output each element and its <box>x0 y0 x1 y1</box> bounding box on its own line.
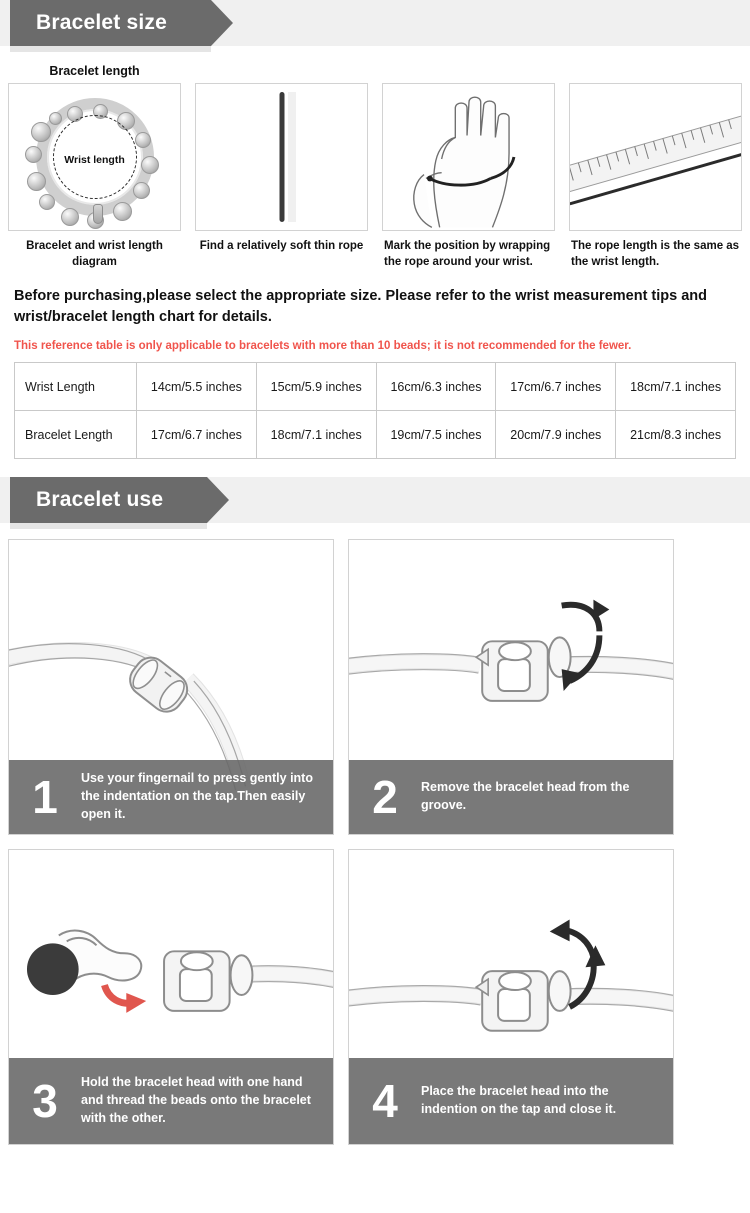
use-step-3-text: Hold the bracelet head with one hand and thread the beads onto the bracelet with the other. <box>81 1075 311 1125</box>
size-step-3-top-title <box>382 64 555 79</box>
use-step-1-number: 1 <box>32 771 58 824</box>
use-step-2-text: Remove the bracelet head from the groove. <box>421 780 630 813</box>
hand-wrist-image <box>382 83 555 231</box>
cell-wrist-1: 14cm/5.5 inches <box>137 363 257 411</box>
size-note-main: Before purchasing,please select the appropriate size. Please refer to the wrist measurement tips and wrist/bracelet length chart for details. <box>14 288 708 326</box>
section-title-use-label: Bracelet use <box>36 488 164 512</box>
section-title-size-tab <box>10 0 211 46</box>
wrist-bracelet-size-table <box>14 362 736 459</box>
size-step-4 <box>569 64 742 270</box>
row-header-wrist-length: Wrist Length <box>15 363 137 411</box>
section-banner-size <box>0 0 750 46</box>
row-header-bracelet-length: Bracelet Length <box>15 411 137 459</box>
hand-wrist-icon <box>383 84 554 230</box>
use-step-card-3 <box>8 849 334 1145</box>
cell-wrist-4: 17cm/6.7 inches <box>496 363 616 411</box>
use-step-3-number: 3 <box>32 1075 58 1128</box>
table-row <box>15 411 736 459</box>
use-step-4-text: Place the bracelet head into the indention on the tap and close it. <box>421 1084 617 1117</box>
use-step-3-caption <box>9 1058 333 1144</box>
size-step-3 <box>382 64 555 270</box>
cell-bracelet-4: 20cm/7.9 inches <box>496 411 616 459</box>
rope-icon <box>279 92 284 222</box>
use-step-2-number: 2 <box>372 771 398 824</box>
size-step-2-caption: Find a relatively soft thin rope <box>199 240 364 252</box>
cell-wrist-3: 16cm/6.3 inches <box>376 363 496 411</box>
use-step-card-4 <box>348 849 674 1145</box>
cell-bracelet-3: 19cm/7.5 inches <box>376 411 496 459</box>
wrist-length-label: Wrist length <box>64 153 125 166</box>
use-step-1-caption <box>9 760 333 834</box>
size-step-1-caption: Bracelet and wrist length diagram <box>26 240 163 268</box>
size-step-2 <box>195 64 368 270</box>
cell-wrist-5: 18cm/7.1 inches <box>616 363 736 411</box>
use-step-4-caption <box>349 1058 673 1144</box>
section-title-size-label: Bracelet size <box>36 11 168 34</box>
rope-shadow <box>288 92 296 222</box>
use-step-1-text: Use your fingernail to press gently into the indentation on the tap.Then easily open it. <box>81 771 313 821</box>
size-step-1 <box>8 64 181 270</box>
cell-wrist-2: 15cm/5.9 inches <box>256 363 376 411</box>
bracelet-diagram-image <box>8 83 181 231</box>
cell-bracelet-2: 18cm/7.1 inches <box>256 411 376 459</box>
bracelet-length-label: Bracelet length <box>49 64 140 78</box>
size-step-4-top-title <box>569 64 742 79</box>
use-step-4-number: 4 <box>372 1075 398 1128</box>
use-step-card-1 <box>8 539 334 835</box>
size-step-4-caption: The rope length is the same as the wrist length. <box>571 240 740 268</box>
bracelet-use-grid <box>0 523 750 1163</box>
tab-shadow <box>10 523 207 529</box>
ruler-icon <box>570 84 741 230</box>
size-steps-row <box>0 46 750 274</box>
section-banner-use <box>0 477 750 523</box>
tab-shadow <box>10 46 211 52</box>
cell-bracelet-5: 21cm/8.3 inches <box>616 411 736 459</box>
size-step-2-top-title <box>195 64 368 79</box>
size-step-3-caption: Mark the position by wrapping the rope around your wrist. <box>384 240 551 268</box>
use-step-card-2 <box>348 539 674 835</box>
section-title-use-tab <box>10 477 207 523</box>
rope-illustration-image <box>195 83 368 231</box>
size-note-warning: This reference table is only applicable to bracelets with more than 10 beads; it is not recommended for the fewer. <box>14 340 632 353</box>
ruler-image <box>569 83 742 231</box>
bracelet-diagram-icon <box>9 84 180 230</box>
use-step-2-caption <box>349 760 673 834</box>
cell-bracelet-1: 17cm/6.7 inches <box>137 411 257 459</box>
table-row <box>15 363 736 411</box>
